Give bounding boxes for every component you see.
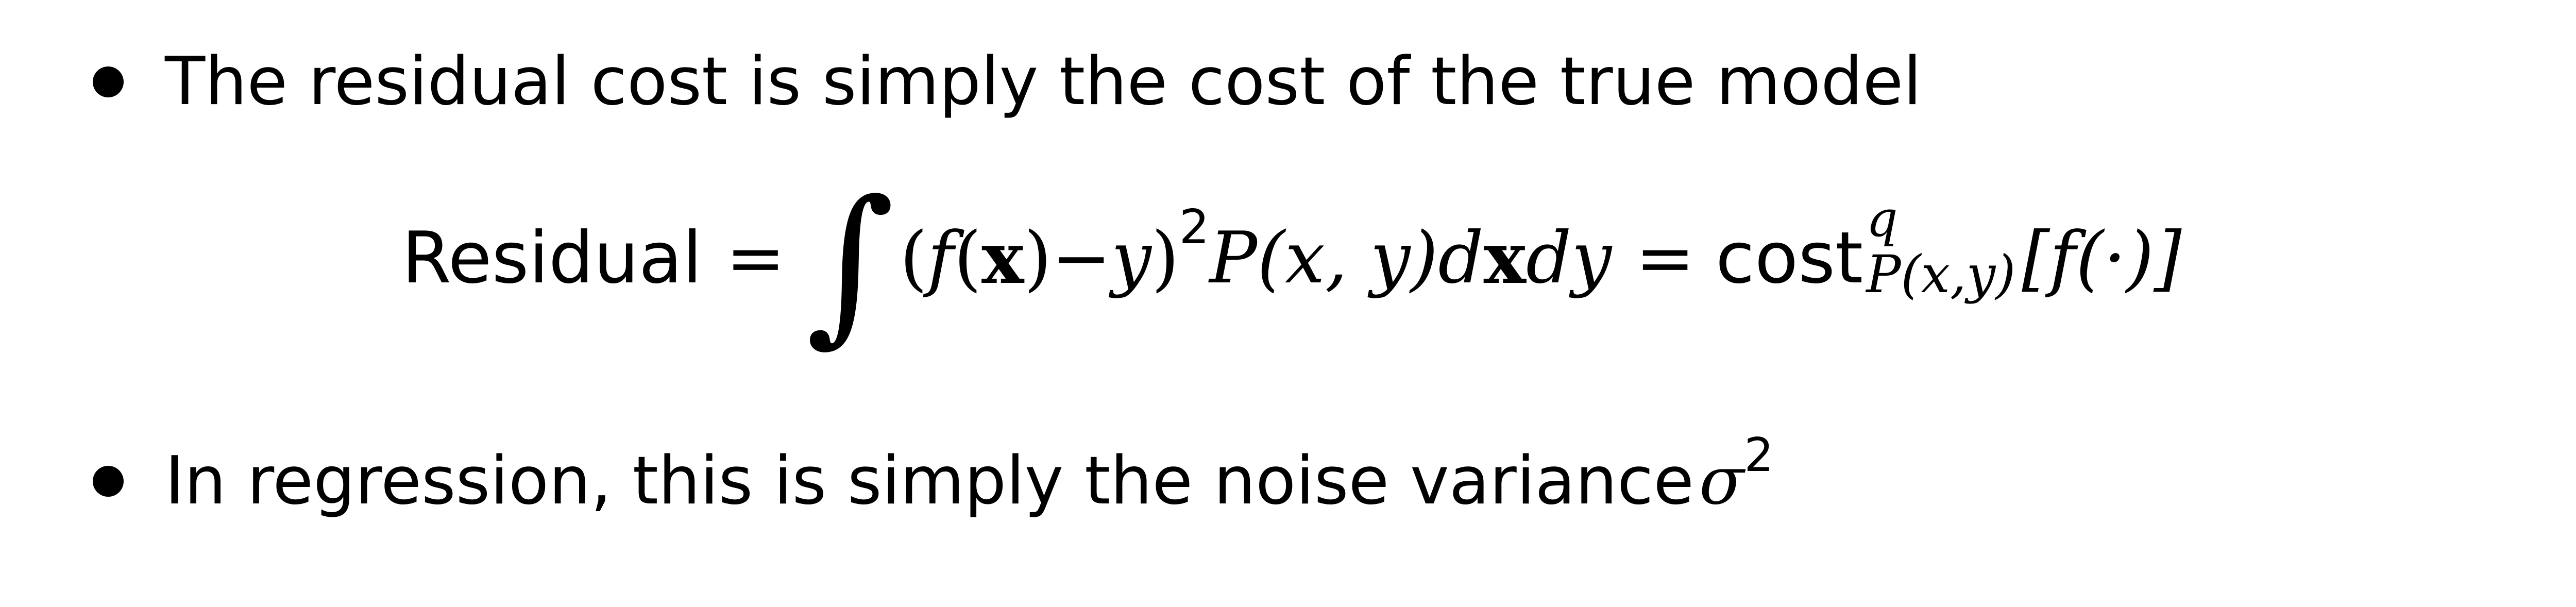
probability-args: (x, y): [1257, 216, 1438, 299]
function-f: f: [927, 216, 954, 299]
paren-open: (: [900, 216, 928, 299]
bullet-text: The residual cost is simply the cost of the true model: [165, 43, 1922, 120]
cost-label: cost: [1715, 216, 1863, 299]
integral-symbol: ∫: [806, 164, 895, 362]
minus-sign: −: [1052, 216, 1111, 299]
residual-equation: [402, 155, 2182, 361]
differential-x: x: [1483, 215, 1526, 300]
sigma-symbol: σ: [1699, 443, 1744, 519]
probability-P: P: [1209, 216, 1258, 299]
bullet-item-residual-cost: [93, 43, 1922, 120]
variable-y: y: [1111, 216, 1151, 299]
cost-term: [1715, 190, 2182, 305]
vector-x: x: [981, 215, 1024, 300]
cost-argument: [f(·)]: [2022, 216, 2182, 299]
cost-subscript: P(x,y): [1866, 244, 2016, 305]
exponent-square: 2: [1179, 199, 1210, 255]
bullet-dot: [93, 466, 124, 497]
bullet-dot: [93, 66, 124, 97]
bullet-item-regression: [93, 428, 1774, 519]
arg-close: ): [1024, 216, 1052, 299]
equals-sign: =: [725, 216, 786, 299]
cost-scripts: [1866, 190, 2016, 305]
paren-close: ): [1151, 216, 1179, 299]
equals-sign-2: =: [1635, 216, 1695, 299]
differential-d2: d: [1526, 216, 1572, 299]
differential-y: y: [1571, 216, 1612, 299]
sigma-exponent: 2: [1744, 428, 1774, 482]
bullet-text: In regression, this is simply the noise variance: [165, 443, 1694, 519]
arg-open: (: [954, 216, 982, 299]
cost-superscript: q: [1866, 190, 1898, 248]
differential-d1: d: [1438, 216, 1484, 299]
equation-lhs: Residual: [402, 216, 702, 299]
